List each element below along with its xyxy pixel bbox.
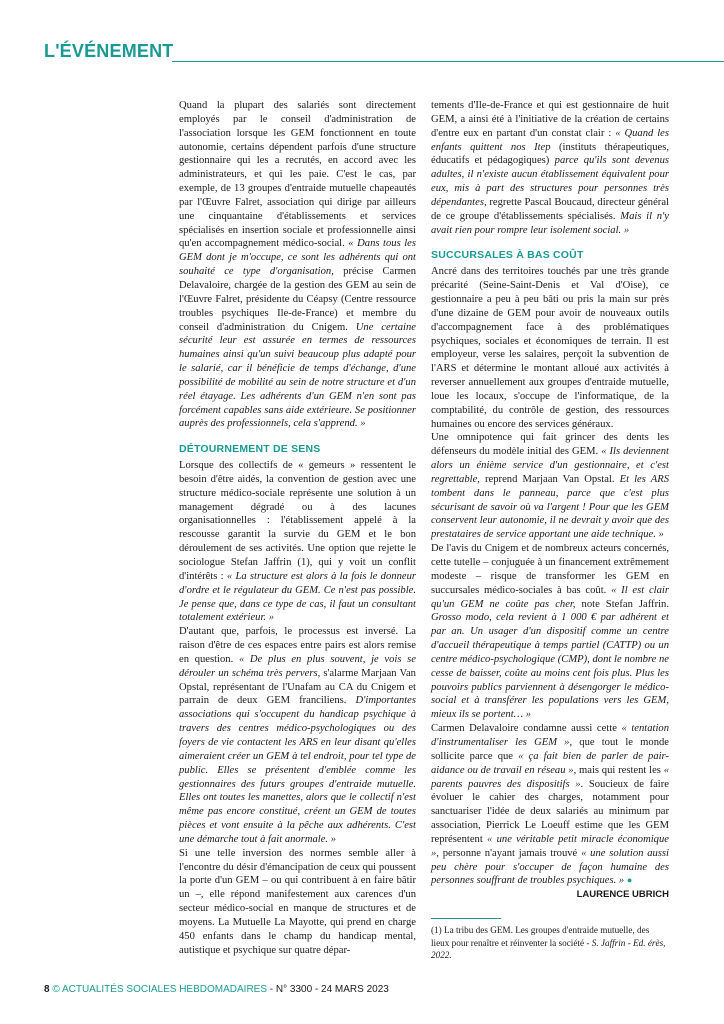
text-run: (1) La tribu des GEM. Les groupes d'entraide mutuelle, des lieux pour renaître et réinventer la société - xyxy=(431,925,650,948)
final-text xyxy=(431,723,669,886)
text-run: Carmen Delavaloire condamne aussi cette xyxy=(431,723,622,735)
italic-run: « Il est clair qu'un GEM ne coûte pas cher, xyxy=(431,584,669,610)
text-run: . Soucieux de faire évoluer le cahier des charges, notamment pour sanctuariser l'idée de deux salariés au minimum par association, Pierrick Le Loeuff estime que les GEM représentent xyxy=(431,778,669,845)
text-run: , que tout le monde sollicite parce que xyxy=(431,736,669,762)
italic-run: « une solution aussi peu chère pour s'occuper de façon humaine des personnes souffrant de troubles psychiques. » xyxy=(431,847,670,887)
italic-run: « Quand les enfants quittent nos Itep xyxy=(431,127,669,153)
paragraph xyxy=(431,99,669,237)
right-column xyxy=(431,99,669,902)
footnote xyxy=(431,924,669,962)
text-run: Lorsque des collectifs de « gemeurs » ressentent le besoin d'être aidés, la convention de gestion avec une structure médico-sociale représente une solution à un management dégradé ou à des lacunes organisationnelles : l'établissement appelé à la rescousse garantit la survie du GEM et le bon déroulement de ses activités. Une option que rejette le sociologue Stefan Jaffrin (1), qui y voit un conflit d'intérêts : xyxy=(179,460,416,582)
rubric-divider xyxy=(172,61,724,62)
italic-run: Grosso modo, cela revient à 1 000 € par adhérent et par an. Un usager d'un dispositif comme un centre d'accueil thérapeutique à temps partiel (CATTP) ou un centre médico-psychologique (CMP), dont le nombre ne cesse de baisser, coûte au moins cent fois plus. Plus les pouvoirs publics parviennent à désengorger le médico-social et à transférer les populations vers les GEM, mieux ils se portent… » xyxy=(431,612,669,721)
text-run: note Stefan Jaffrin. xyxy=(581,598,669,610)
italic-run: Et les ARS tombent dans le panneau, parce que c'est plus sécurisant de savoir où va l'argent ! Pour que les GEM conservent leur autonomie, il ne devrait y avoir que des prestataires de service apportant une aide technique. » xyxy=(431,473,670,541)
footnote-divider xyxy=(431,918,501,919)
paragraph xyxy=(431,431,669,542)
italic-run: Mais il n'y avait rien pour rompre leur isolement social. » xyxy=(431,210,669,236)
left-column xyxy=(179,99,416,957)
italic-run: « Dans tous les GEM dont je m'occupe, ce sont les adhérents qui ont souhaité ce type d'organisation, xyxy=(179,238,416,278)
text-run: tements d'Ile-de-France et qui est gestionnaire de huit GEM, a ainsi été à l'initiative de la création de certains d'entre eux en partant d'un constat clair : xyxy=(431,100,669,139)
italic-run: Une certaine sécurité leur est assurée en termes de ressources humaines ainsi qu'un suivi beaucoup plus adapté pour le salarié, car il bénéficie de temps d'échange, d'une possibilité de mobilité au sein de notre structure et d'un réel étayage. Les adhérents d'un GEM n'en sont pas forcément capables sans aide extérieure. Se positionner auprès des professionnels, cela s'apprend. » xyxy=(179,321,416,430)
italic-run: « ça fait bien de parler de pair-aidance ou de travail en réseau » xyxy=(431,750,669,776)
text-run: s'alarme Marjaan Van Opstal, représentant de l'Unafam au CA du Cnigem et parrain de deux GEM franciliens. xyxy=(179,667,416,707)
italic-run: parce qu'ils sont devenus adultes, il n'existe aucun établissement équivalent pour eux, mis à part des structures pour personnes très dépendantes, xyxy=(431,155,669,208)
text-run: Quand la plupart des salariés sont directement employés par le conseil d'administration de l'association lorsque les GEM fonctionnent en toute autonomie, certains dépendent parfois d'une structure gestionnaire qui les a recrutés, en accord avec les administrateurs, et qui les paie. C'est le cas, par exemple, de 13 groupes d'entraide mutuelle chapeautés par l'Œuvre Falret, association qui dirige par ailleurs une cinquantaine d'établissements et services spécialisés en insertion sociale et professionnelle ainsi qu'en accompagnement médico-social. xyxy=(179,100,416,250)
issue-info: - N° 3300 - 24 MARS 2023 xyxy=(267,984,389,995)
text-run: (instituts thérapeutiques, éducatifs et pédagogiques) xyxy=(431,141,670,167)
italic-run: « tentation d'instrumentaliser les GEM » xyxy=(431,723,670,748)
italic-run: « parents pauvres des dispositifs » xyxy=(431,764,669,790)
paragraph xyxy=(179,625,416,847)
page-footer xyxy=(44,984,389,995)
paragraph xyxy=(431,542,669,722)
text-run: D'autant que, parfois, le processus est inversé. La raison d'être de ces espaces entre pairs est alors remise en question. xyxy=(179,626,416,665)
text-run: , personne n'ayant jamais trouvé xyxy=(436,847,582,859)
end-mark-icon: ● xyxy=(626,875,633,886)
italic-run: « Ils deviennent alors un énième service d'un gestionnaire, et c'est regrettable, xyxy=(431,446,669,485)
copyright-icon: © xyxy=(52,984,60,995)
italic-run: « La structure est alors à la fois le donneur d'ordre et le régulateur du GEM. Ce n'est pas possible. Je pense que, dans ce type de cas, il faut un consultant totalement extérieur. » xyxy=(179,570,416,624)
paragraph xyxy=(179,459,416,625)
paragraph-final xyxy=(431,722,670,901)
page-number: 8 xyxy=(44,984,50,995)
italic-run: « De plus en plus souvent, je vois se dérouler un schéma très pervers, xyxy=(179,653,416,679)
text-run: De l'avis du Cnigem et de nombreux acteurs concernés, cette tutelle – conjuguée à un financement extrêmement modeste – risque de transformer les GEM en succursales médico-sociales à bas coût. xyxy=(431,543,669,596)
paragraph xyxy=(431,265,669,431)
text-run: Ancré dans des territoires touchés par une très grande précarité (Seine-Saint-Denis et Val d'Oise), ce gestionnaire a peu à peu bâti ou pris la main sur près d'une dizaine de GEM pour avoir de nouveaux outils d'accompagnement face à des problématiques psychiques, sociales et économiques de terrain. Il est employeur, verse les salaires, perçoit la subvention de l'ARS et détermine le montant alloué aux activités à reverser annuellement aux groupes d'entraide mutuelle, loue les locaux, s'occupe de l'informatique, de la comptabilité, du contrôle de gestion, des ressources humaines ou encore des services généraux. xyxy=(431,266,669,430)
text-run: précise Carmen Delavaloire, chargée de la gestion des GEM au sein de l'Œuvre Falret, présidente du Céapsy (Centre ressource troubles psychiques Ile-de-France) et membre du conseil d'administration du Cnigem. xyxy=(179,266,416,333)
text-run: regrette Pascal Boucaud, directeur général de ce groupe d'établissements spécialisés. xyxy=(431,196,669,222)
italic-run: S. Jaffrin - Ed. érès, 2022. xyxy=(431,937,666,960)
section-rubric: L'ÉVÉNEMENT xyxy=(44,41,174,61)
author-byline: LAURENCE UBRICH xyxy=(576,889,669,901)
text-run: , mais qui restent les xyxy=(573,764,664,776)
paragraph xyxy=(179,847,416,958)
text-run: reprend Marjaan Van Opstal. xyxy=(485,473,620,485)
paragraph xyxy=(179,99,416,431)
subheading: SUCCURSALES À BAS COÛT xyxy=(431,249,584,262)
subheading: DÉTOURNEMENT DE SENS xyxy=(179,443,321,456)
italic-run: « une véritable petit miracle économique » xyxy=(431,833,669,859)
text-run: Une omnipotence qui fait grincer des dents les défenseurs du modèle initial des GEM. xyxy=(431,432,669,458)
text-run: Si une telle inversion des normes semble aller à l'encontre du désir d'émancipation de ceux qui poussent la porte d'un GEM – ou qui contribuent à en faire bâtir un –, elle répond manifestement aux carences d'un secteur médico-social en manque de structures et de moyens. La Mutuelle La Mayotte, qui prend en charge 450 enfants dans le champ du handicap mental, autistique et psychique sur quatre dépar- xyxy=(179,847,416,956)
italic-run: D'importantes associations qui s'occupent du handicap psychique à travers des centres médico-psychologiques ou des foyers de vie contactent les ARS en leur disant qu'elles aimeraient créer un GEM à tel endroit, pour tel type de public. Elles se présentent d'emblée comme les gestionnaires des futurs groupes d'entraide mutuelle. Elles ont toutes les manettes, alors que le collectif n'est même pas encore constitué, créent un GEM de toutes pièces et vont ensuite à la pêche aux adhérents. C'est une démarche tout à fait anormale. » xyxy=(179,695,416,845)
publication-name: ACTUALITÉS SOCIALES HEBDOMADAIRES xyxy=(61,984,268,995)
